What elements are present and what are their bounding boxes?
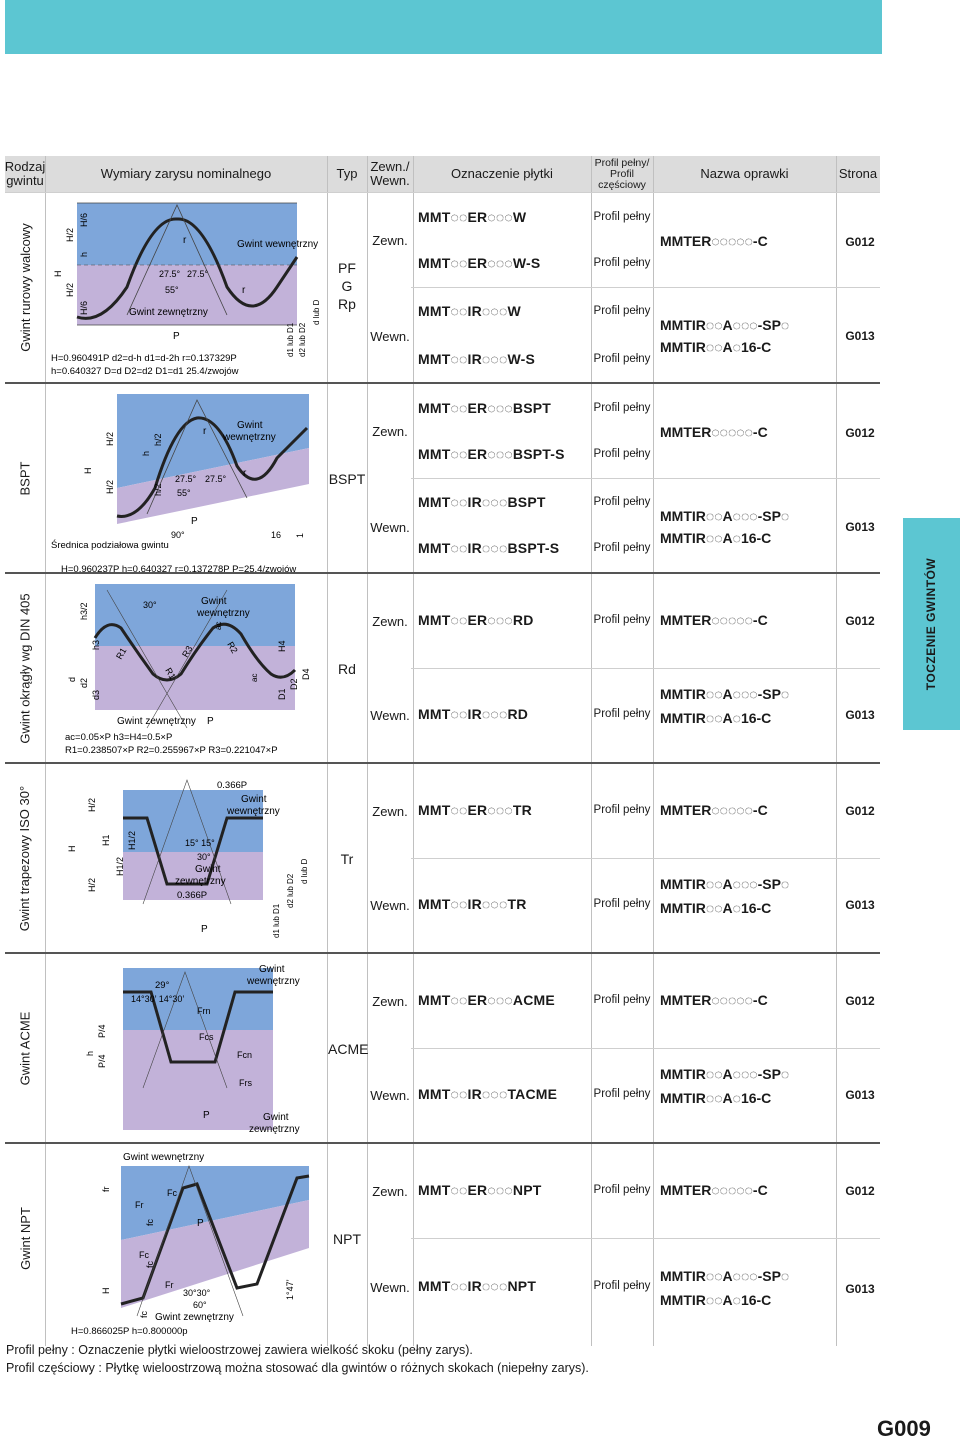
svg-text:P: P: [173, 331, 180, 342]
svg-text:h: h: [79, 251, 89, 257]
insert-code: MMT◌◌ER◌◌◌BSPT-S: [418, 446, 565, 462]
row-divider: [411, 668, 880, 669]
typ-value: BSPT: [328, 471, 366, 487]
svg-text:d lub D: d lub D: [312, 299, 321, 325]
holder-name: MMTIR◌◌A◌◌◌-SP◌: [660, 317, 790, 333]
insert-code: MMT◌◌IR◌◌◌BSPT-S: [418, 540, 560, 556]
svg-text:zewnętrzny: zewnętrzny: [175, 876, 226, 887]
svg-text:h: h: [85, 1050, 95, 1056]
holder-name: MMTIR◌◌A◌16-C: [660, 339, 772, 355]
footnote-partial-profile: Profil częściowy : Płytkę wieloostrzową można stosować dla gwintów o różnych skokach (niepełny zarys).: [6, 1361, 589, 1375]
holder-name: MMTIR◌◌A◌16-C: [660, 1090, 772, 1106]
holder-name: MMTIR◌◌A◌◌◌-SP◌: [660, 876, 790, 892]
wewn-label: Wewn.: [370, 708, 410, 723]
svg-text:D1: D1: [277, 688, 287, 700]
profile-label: Profil pełny: [593, 211, 651, 223]
svg-text:Gwint zewnętrzny: Gwint zewnętrzny: [117, 716, 196, 727]
svg-text:wewnętrzny: wewnętrzny: [247, 976, 300, 987]
svg-text:R2: R2: [225, 640, 240, 655]
npt-thread-diagram: [47, 1148, 323, 1337]
svg-text:27.5°: 27.5°: [205, 474, 227, 484]
svg-text:H/6: H/6: [79, 300, 89, 315]
svg-text:H=0.960237P h=0.640327 r=0.1: H=0.960237P h=0.640327 r=0.137278P P=25.4/zwojów: [61, 564, 297, 575]
section-pf: [5, 192, 880, 382]
svg-text:wewnętrzny: wewnętrzny: [227, 806, 280, 817]
profile-label: Profil pełny: [593, 305, 651, 317]
svg-text:fc: fc: [145, 1218, 155, 1226]
insert-code: MMT◌◌IR◌◌◌NPT: [418, 1278, 537, 1294]
svg-text:Gwint: Gwint: [195, 864, 221, 875]
svg-text:Fcs: Fcs: [199, 1032, 214, 1042]
svg-text:Gwint: Gwint: [263, 1112, 289, 1123]
insert-code: MMT◌◌ER◌◌◌RD: [418, 612, 534, 628]
typ-value: Tr: [340, 851, 354, 867]
holder-name: MMTER◌◌◌◌◌-C: [660, 233, 768, 249]
page-ref[interactable]: G013: [845, 898, 875, 912]
svg-text:fc: fc: [139, 1310, 149, 1318]
table-header: [5, 156, 880, 192]
profile-label: Profil pełny: [593, 257, 651, 269]
typ-value: NPT: [333, 1231, 361, 1247]
svg-text:H/2: H/2: [87, 877, 97, 892]
svg-text:R1: R1: [163, 666, 178, 681]
svg-text:H=0.960491P d2=d-h d1=d-2h: H=0.960491P d2=d-h d1=d-2h r=0.137329P: [51, 353, 237, 364]
section-name: Gwint rurowy walcowy: [17, 223, 33, 352]
page-ref[interactable]: G012: [845, 1184, 875, 1198]
page-ref[interactable]: G012: [845, 426, 875, 440]
svg-text:H=0.866025P h=0.800000p: H=0.866025P h=0.800000p: [71, 1326, 188, 1337]
svg-text:d2: d2: [79, 677, 89, 688]
page-ref[interactable]: G013: [845, 708, 875, 722]
svg-text:d2 lub D2: d2 lub D2: [298, 322, 307, 357]
svg-text:Gwint: Gwint: [237, 420, 263, 431]
insert-code: MMT◌◌IR◌◌◌RD: [418, 706, 529, 722]
svg-text:r: r: [243, 468, 247, 479]
row-divider: [411, 858, 880, 859]
wewn-label: Wewn.: [370, 1088, 410, 1103]
svg-text:wewnętrzny: wewnętrzny: [223, 432, 276, 443]
header-typ: Typ: [336, 166, 358, 181]
holder-name: MMTER◌◌◌◌◌-C: [660, 1182, 768, 1198]
wewn-label: Wewn.: [370, 520, 410, 535]
section-name: Gwint ACME: [17, 1011, 33, 1085]
insert-code: MMT◌◌ER◌◌◌BSPT: [418, 400, 552, 416]
header-zewn: Zewn./ Wewn.: [370, 159, 410, 188]
profile-label: Profil pełny: [593, 708, 651, 720]
holder-name: MMTIR◌◌A◌◌◌-SP◌: [660, 508, 790, 524]
svg-text:ac: ac: [214, 621, 223, 630]
svg-text:d1 lub D1: d1 lub D1: [286, 322, 295, 357]
svg-text:30°30°: 30°30°: [183, 1288, 211, 1298]
svg-text:h/2: h/2: [153, 433, 163, 446]
svg-text:d2 lub D2: d2 lub D2: [286, 873, 295, 908]
svg-text:H/2: H/2: [65, 227, 75, 242]
typ-value: ACME: [328, 1041, 369, 1057]
page-ref[interactable]: G012: [845, 994, 875, 1008]
header-wymiary: Wymiary zarysu nominalnego: [100, 166, 272, 181]
svg-text:ac=0.05×P h3=H4=0.5×P: ac=0.05×P h3=H4=0.5×P: [65, 732, 173, 743]
profile-label: Profil pełny: [593, 402, 651, 414]
svg-text:27.5°: 27.5°: [159, 269, 181, 279]
svg-text:h=0.640327 D=d D2=d2 D1=d1: h=0.640327 D=d D2=d2 D1=d1 25.4/zwojów: [51, 366, 239, 377]
svg-text:H: H: [67, 845, 77, 852]
profile-label: Profil pełny: [593, 496, 651, 508]
svg-text:Gwint wewnętrzny: Gwint wewnętrzny: [237, 239, 319, 250]
insert-code: MMT◌◌ER◌◌◌ACME: [418, 992, 555, 1008]
wewn-label: Wewn.: [370, 329, 410, 344]
svg-text:H/2: H/2: [105, 479, 115, 494]
insert-code: MMT◌◌IR◌◌◌W: [418, 303, 521, 319]
section-rd: [5, 572, 880, 762]
svg-text:60°: 60°: [193, 1300, 207, 1310]
svg-text:d lub D: d lub D: [300, 858, 309, 884]
section-name: BSPT: [17, 461, 33, 495]
rd-thread-diagram: [47, 578, 323, 758]
holder-name: MMTIR◌◌A◌16-C: [660, 710, 772, 726]
row-divider: [411, 1048, 880, 1049]
profile-label: Profil pełny: [593, 1088, 651, 1100]
profile-label: Profil pełny: [593, 353, 651, 365]
svg-text:H1: H1: [101, 834, 111, 846]
top-accent-bar: [5, 0, 882, 54]
svg-text:Fcn: Fcn: [237, 1050, 253, 1060]
holder-name: MMTER◌◌◌◌◌-C: [660, 992, 768, 1008]
svg-text:Frn: Frn: [197, 1006, 211, 1016]
svg-text:H/2: H/2: [65, 282, 75, 297]
svg-text:1: 1: [295, 532, 305, 538]
svg-text:h3/2: h3/2: [79, 602, 89, 620]
profile-label: Profil pełny: [593, 542, 651, 554]
tr-thread-diagram: [47, 768, 323, 948]
svg-text:ac: ac: [250, 673, 259, 682]
header-rodzaj: Rodzaj gwintu: [4, 159, 46, 188]
profile-label: Profil pełny: [593, 804, 651, 816]
section-name: Gwint okrągły wg DIN 405: [17, 592, 33, 744]
svg-text:Gwint zewnętrzny: Gwint zewnętrzny: [155, 1312, 234, 1323]
svg-text:0.366P: 0.366P: [217, 780, 248, 791]
svg-text:Gwint wewnętrzny: Gwint wewnętrzny: [123, 1152, 205, 1163]
svg-text:P: P: [201, 924, 208, 935]
svg-text:H: H: [83, 467, 93, 474]
insert-code: MMT◌◌ER◌◌◌W: [418, 209, 527, 225]
svg-text:14°30’ 14°30’: 14°30’ 14°30’: [131, 994, 185, 1004]
svg-text:55°: 55°: [165, 285, 179, 295]
svg-text:Gwint zewnętrzny: Gwint zewnętrzny: [129, 307, 208, 318]
zewn-label: Zewn.: [372, 994, 408, 1009]
header-strona: Strona: [838, 166, 878, 181]
svg-text:zewnętrzny: zewnętrzny: [249, 1124, 300, 1135]
svg-text:16: 16: [271, 530, 282, 540]
svg-text:H/2: H/2: [105, 431, 115, 446]
svg-text:h/2: h/2: [153, 483, 163, 496]
profile-label: Profil pełny: [593, 1280, 651, 1292]
page-number: G009: [877, 1416, 931, 1441]
page-ref[interactable]: G012: [845, 614, 875, 628]
svg-text:H: H: [53, 270, 63, 277]
svg-text:H/6: H/6: [79, 212, 89, 227]
zewn-label: Zewn.: [372, 1184, 408, 1199]
svg-text:H4: H4: [277, 640, 287, 652]
zewn-label: Zewn.: [372, 804, 408, 819]
holder-name: MMTER◌◌◌◌◌-C: [660, 802, 768, 818]
svg-text:P/4: P/4: [97, 1024, 107, 1038]
svg-text:Fr: Fr: [165, 1280, 174, 1290]
typ-value: Rd: [338, 661, 356, 677]
svg-text:30°: 30°: [143, 600, 157, 610]
svg-text:27.5°: 27.5°: [187, 269, 209, 279]
svg-text:d1 lub D1: d1 lub D1: [272, 903, 281, 938]
insert-code: MMT◌◌ER◌◌◌TR: [418, 802, 532, 818]
svg-text:H1/2: H1/2: [115, 856, 125, 876]
typ-value: PF G Rp: [338, 260, 356, 312]
svg-text:h: h: [141, 450, 151, 456]
page-ref[interactable]: G013: [845, 1282, 875, 1296]
zewn-label: Zewn.: [372, 233, 408, 248]
page-ref[interactable]: G012: [845, 235, 875, 249]
insert-code: MMT◌◌IR◌◌◌TACME: [418, 1086, 558, 1102]
section-side-tab[interactable]: TOCZENIE GWINTÓW: [903, 518, 960, 730]
svg-text:fc: fc: [145, 1260, 155, 1268]
svg-text:H1/2: H1/2: [127, 830, 137, 850]
svg-text:0.366P: 0.366P: [177, 890, 208, 901]
holder-name: MMTIR◌◌A◌◌◌-SP◌: [660, 686, 790, 702]
insert-code: MMT◌◌ER◌◌◌NPT: [418, 1182, 542, 1198]
row-divider: [411, 478, 880, 479]
holder-name: MMTER◌◌◌◌◌-C: [660, 612, 768, 628]
row-divider: [411, 1238, 880, 1239]
wewn-label: Wewn.: [370, 1280, 410, 1295]
holder-name: MMTIR◌◌A◌◌◌-SP◌: [660, 1066, 790, 1082]
svg-text:Fc: Fc: [167, 1188, 177, 1198]
svg-text:d3: d3: [91, 689, 101, 700]
svg-text:H/2: H/2: [87, 797, 97, 812]
svg-text:Średnica podziałowa gwintu: Średnica podziałowa gwintu: [51, 540, 169, 551]
holder-name: MMTIR◌◌A◌◌◌-SP◌: [660, 1268, 790, 1284]
wewn-label: Wewn.: [370, 898, 410, 913]
svg-text:R3: R3: [180, 644, 195, 659]
profile-label: Profil pełny: [593, 1184, 651, 1196]
insert-code: MMT◌◌ER◌◌◌W-S: [418, 255, 541, 271]
profile-label: Profil pełny: [593, 994, 651, 1006]
svg-text:r: r: [183, 235, 187, 246]
svg-text:h3: h3: [91, 639, 101, 650]
svg-text:H: H: [101, 1287, 111, 1294]
holder-name: MMTIR◌◌A◌16-C: [660, 900, 772, 916]
svg-text:55°: 55°: [177, 488, 191, 498]
svg-text:R1: R1: [114, 646, 129, 661]
zewn-label: Zewn.: [372, 424, 408, 439]
svg-text:1°47’: 1°47’: [285, 1279, 295, 1300]
svg-text:D4: D4: [301, 668, 311, 680]
svg-text:P: P: [191, 516, 198, 527]
footnote-full-profile: Profil pełny : Oznaczenie płytki wieloostrzowej zawiera wielkość skoku (pełny zarys).: [6, 1343, 473, 1357]
svg-text:Gwint: Gwint: [259, 964, 285, 975]
svg-text:29°: 29°: [155, 980, 170, 991]
svg-text:r: r: [203, 426, 207, 437]
section-npt: [5, 1142, 880, 1337]
svg-text:27.5°: 27.5°: [175, 474, 197, 484]
page-ref[interactable]: G013: [845, 329, 875, 343]
header-oznaczenie: Oznaczenie płytki: [451, 166, 553, 181]
section-name: Gwint NPT: [17, 1206, 33, 1270]
holder-name: MMTIR◌◌A◌16-C: [660, 530, 772, 546]
svg-text:Gwint: Gwint: [241, 794, 267, 805]
insert-code: MMT◌◌IR◌◌◌TR: [418, 896, 527, 912]
svg-text:wewnętrzny: wewnętrzny: [197, 608, 250, 619]
section-acme: [5, 952, 880, 1142]
svg-text:r: r: [242, 285, 246, 296]
section-bspt: [5, 382, 880, 575]
svg-text:15° 15°: 15° 15°: [185, 838, 215, 848]
insert-code: MMT◌◌IR◌◌◌BSPT: [418, 494, 546, 510]
holder-name: MMTIR◌◌A◌16-C: [660, 1292, 772, 1308]
page-ref[interactable]: G013: [845, 1088, 875, 1102]
insert-code: MMT◌◌IR◌◌◌W-S: [418, 351, 536, 367]
svg-text:P: P: [197, 1218, 204, 1229]
svg-text:90°: 90°: [171, 530, 185, 540]
page-ref[interactable]: G012: [845, 804, 875, 818]
svg-text:P/4: P/4: [97, 1054, 107, 1068]
svg-text:D2: D2: [289, 678, 299, 690]
svg-text:Fc: Fc: [139, 1250, 149, 1260]
svg-text:d: d: [67, 676, 77, 682]
svg-text:fr: fr: [101, 1186, 111, 1192]
pf-thread-diagram: [47, 197, 323, 377]
acme-thread-diagram: [47, 958, 323, 1138]
profile-label: Profil pełny: [593, 448, 651, 460]
row-divider: [411, 287, 880, 288]
profile-label: Profil pełny: [593, 614, 651, 626]
svg-text:P: P: [207, 716, 214, 727]
section-tr: [5, 762, 880, 952]
section-name: Gwint trapezowy ISO 30°: [17, 785, 33, 931]
header-nazwa: Nazwa oprawki: [700, 166, 789, 181]
page-ref[interactable]: G013: [845, 520, 875, 534]
svg-text:R1=0.238507×P R2=0.255967×P: R1=0.238507×P R2=0.255967×P R3=0.221047×P: [65, 745, 278, 756]
profile-label: Profil pełny: [593, 898, 651, 910]
holder-name: MMTER◌◌◌◌◌-C: [660, 424, 768, 440]
zewn-label: Zewn.: [372, 614, 408, 629]
svg-text:P: P: [203, 1110, 210, 1121]
svg-text:30°: 30°: [197, 852, 211, 862]
svg-text:Frs: Frs: [239, 1078, 252, 1088]
svg-text:Gwint: Gwint: [201, 596, 227, 607]
header-profil: Profil pełny/ Profil częściowy: [594, 156, 650, 191]
svg-text:Fr: Fr: [135, 1200, 144, 1210]
bspt-thread-diagram: [47, 388, 323, 575]
